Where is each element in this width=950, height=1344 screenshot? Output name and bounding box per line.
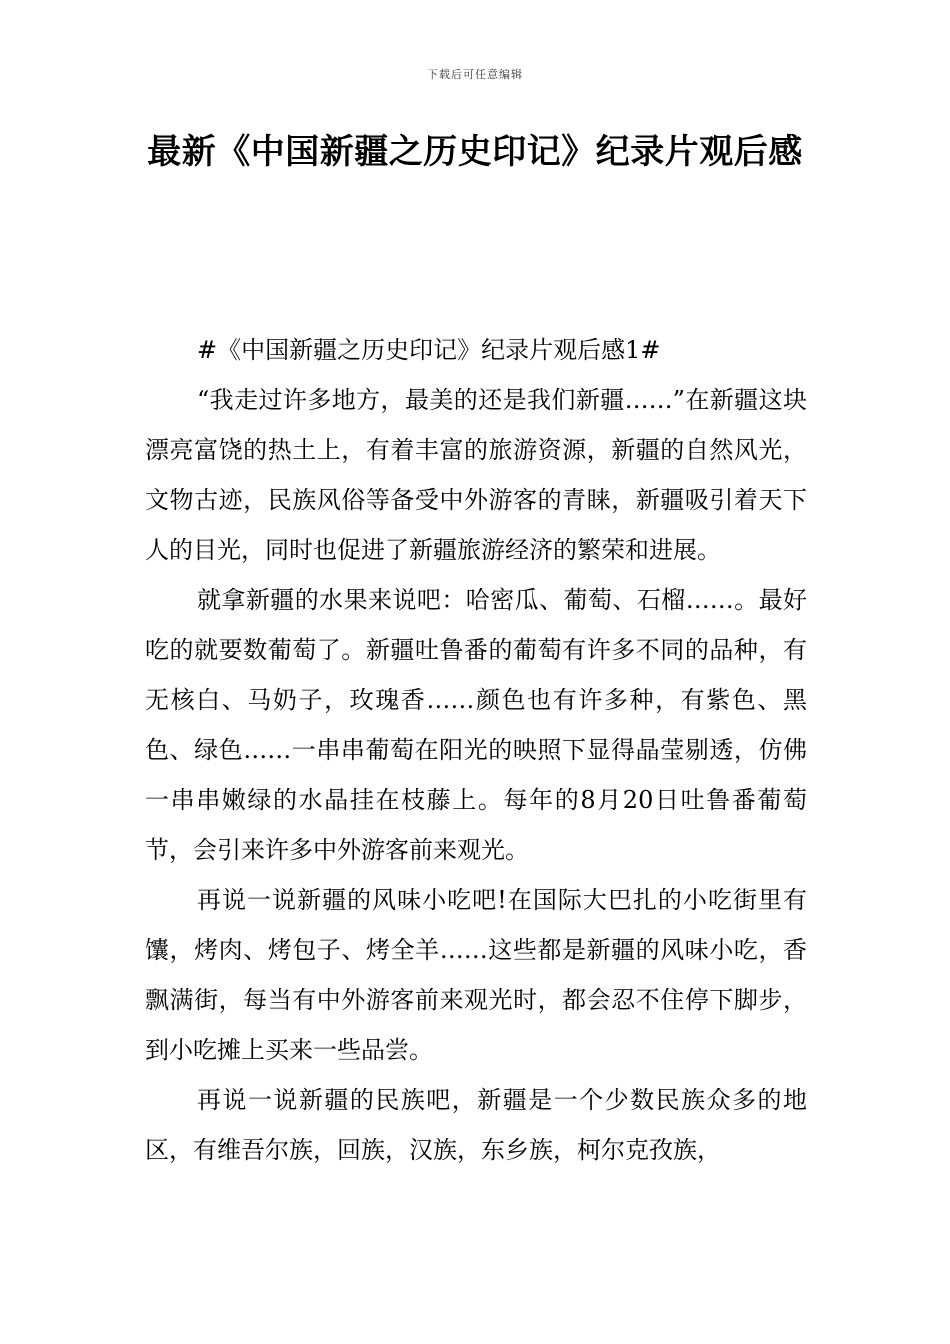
document-body — [145, 325, 807, 1175]
section-heading: #《中国新疆之历史印记》纪录片观后感1# — [197, 336, 661, 364]
paragraph: 再说一说新疆的民族吧，新疆是一个少数民族众多的地区，有维吾尔族，回族，汉族，东乡族，柯尔克孜族， — [145, 1086, 807, 1164]
header-note: 下载后可任意编辑 — [427, 68, 523, 81]
document-title: 最新《中国新疆之历史印记》纪录片观后感 — [147, 132, 803, 172]
paragraph: 再说一说新疆的风味小吃吧!在国际大巴扎的小吃街里有馕，烤肉、烤包子、烤全羊……这些都是新疆的风味小吃，香飘满街，每当有中外游客前来观光时，都会忍不住停下脚步，到小吃摊上买来一些品尝。 — [145, 886, 807, 1064]
paragraph: 就拿新疆的水果来说吧：哈密瓜、葡萄、石榴……。最好吃的就要数葡萄了。新疆吐鲁番的葡萄有许多不同的品种，有无核白、马奶子，玫瑰香……颜色也有许多种，有紫色、黑色、绿色……一串串葡萄在阳光的映照下显得晶莹剔透，仿佛一串串嫩绿的水晶挂在枝藤上。每年的8月20日吐鲁番葡萄节，会引来许多中外游客前来观光。 — [145, 586, 807, 864]
paragraph: “我走过许多地方，最美的还是我们新疆……”在新疆这块漂亮富饶的热土上，有着丰富的旅游资源，新疆的自然风光，文物古迹，民族风俗等备受中外游客的青睐，新疆吸引着天下人的目光，同时也促进了新疆旅游经济的繁荣和进展。 — [145, 386, 807, 564]
